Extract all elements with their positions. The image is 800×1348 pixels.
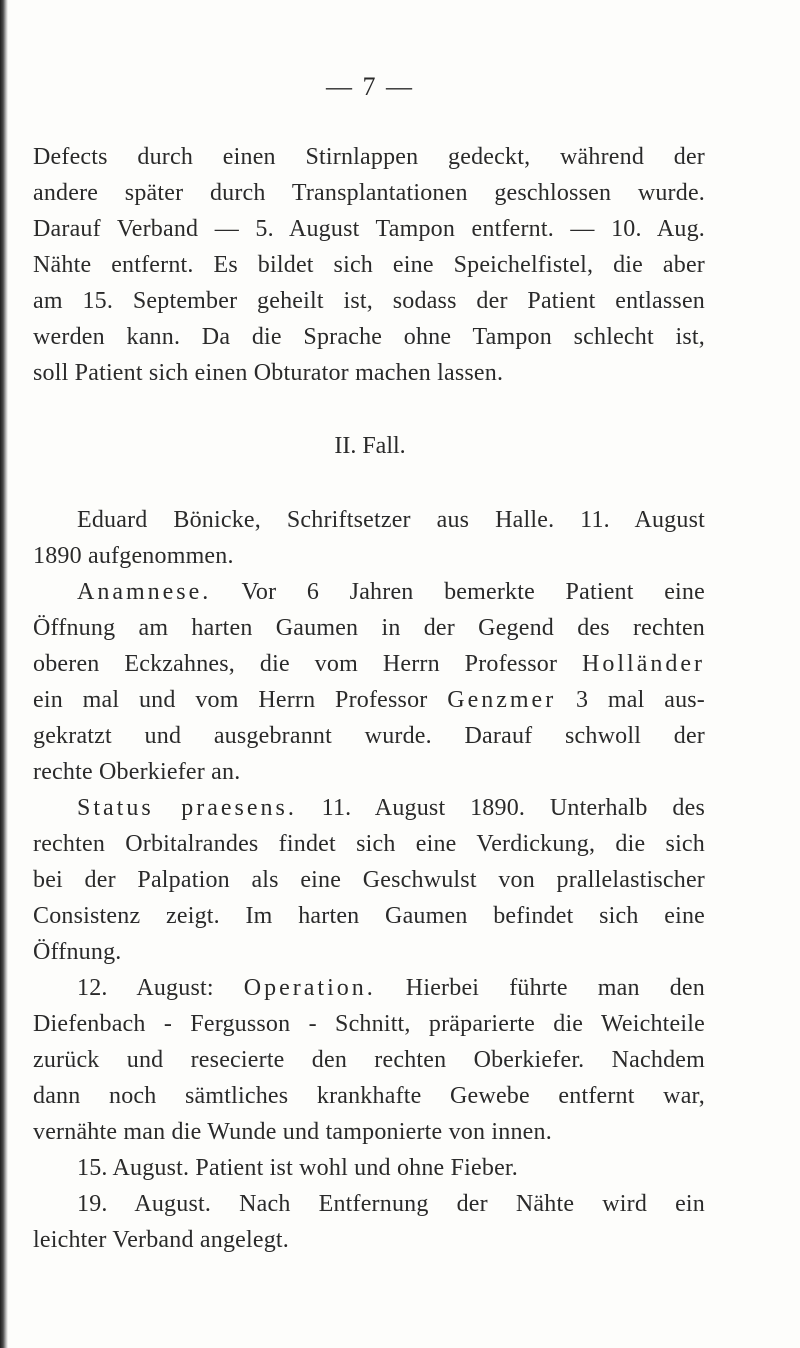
operation-term: Operation. [243,975,376,1001]
text-line: Eduard Bönicke, Schriftsetzer aus Halle. 11. August [77,507,705,533]
text-segment: oberen Eckzahnes, die vom Herrn Professor [33,651,558,677]
operation-line [77,973,705,1003]
text-line: dann noch sämtliches krankhafte Gewebe entfernt war, [33,1083,705,1109]
text-line: Consistenz zeigt. Im harten Gaumen befindet sich eine [33,903,705,929]
text-line: am 15. September geheilt ist, sodass der Patient entlassen [33,288,705,314]
text-line: werden kann. Da die Sprache ohne Tampon schlecht ist, [33,324,705,350]
anamnese-line [77,577,705,607]
text-line: 15. August. Patient ist wohl und ohne Fieber. [77,1155,518,1181]
text-segment: ein mal und vom Herrn Professor [33,687,428,713]
text-line: Nähte entfernt. Es bildet sich eine Speichelfistel, die aber [33,252,705,278]
operation-date: 12. August: [77,975,214,1001]
text-line: andere später durch Transplantationen geschlossen wurde. [33,180,705,206]
text-line: bei der Palpation als eine Geschwulst von prallelastischer [33,867,705,893]
status-term: Status praesens. [77,795,297,821]
text-line: Defects durch einen Stirnlappen gedeckt, während der [33,144,705,170]
anamnese-text: Vor 6 Jahren bemerkte Patient eine [241,579,705,605]
status-line [77,793,705,823]
text-line: rechte Oberkiefer an. [33,759,241,785]
text-line: 19. August. Nach Entfernung der Nähte wird ein [77,1191,705,1217]
name-hollaender: Holländer [582,651,705,677]
text-line: gekratzt und ausgebrannt wurde. Darauf schwoll der [33,723,705,749]
status-text: 11. August 1890. Unterhalb des [321,795,705,821]
anamnese-term: Anamnese. [77,579,212,605]
text-line: Öffnung am harten Gaumen in der Gegend des rechten [33,615,705,641]
text-line [33,685,705,715]
text-segment: 3 mal aus- [575,687,706,713]
page-number: — 7 — [326,72,414,101]
name-genzmer: Genzmer [447,687,557,713]
text-line: Öffnung. [33,939,122,965]
text-line: Diefenbach - Fergusson - Schnitt, präparierte die Weichteile [33,1011,705,1037]
text-line: 1890 aufgenommen. [33,543,234,569]
text-line: vernähte man die Wunde und tamponierte von innen. [33,1119,552,1145]
text-line [33,649,705,679]
text-line: rechten Orbitalrandes findet sich eine Verdickung, die sich [33,831,705,857]
section-heading: II. Fall. [334,433,406,459]
text-line: leichter Verband angelegt. [33,1227,289,1253]
operation-text: Hierbei führte man den [405,975,705,1001]
text-line: soll Patient sich einen Obturator machen lassen. [33,360,504,386]
text-line: Darauf Verband — 5. August Tampon entfernt. — 10. Aug. [33,216,705,242]
text-line: zurück und resecierte den rechten Oberkiefer. Nachdem [33,1047,705,1073]
